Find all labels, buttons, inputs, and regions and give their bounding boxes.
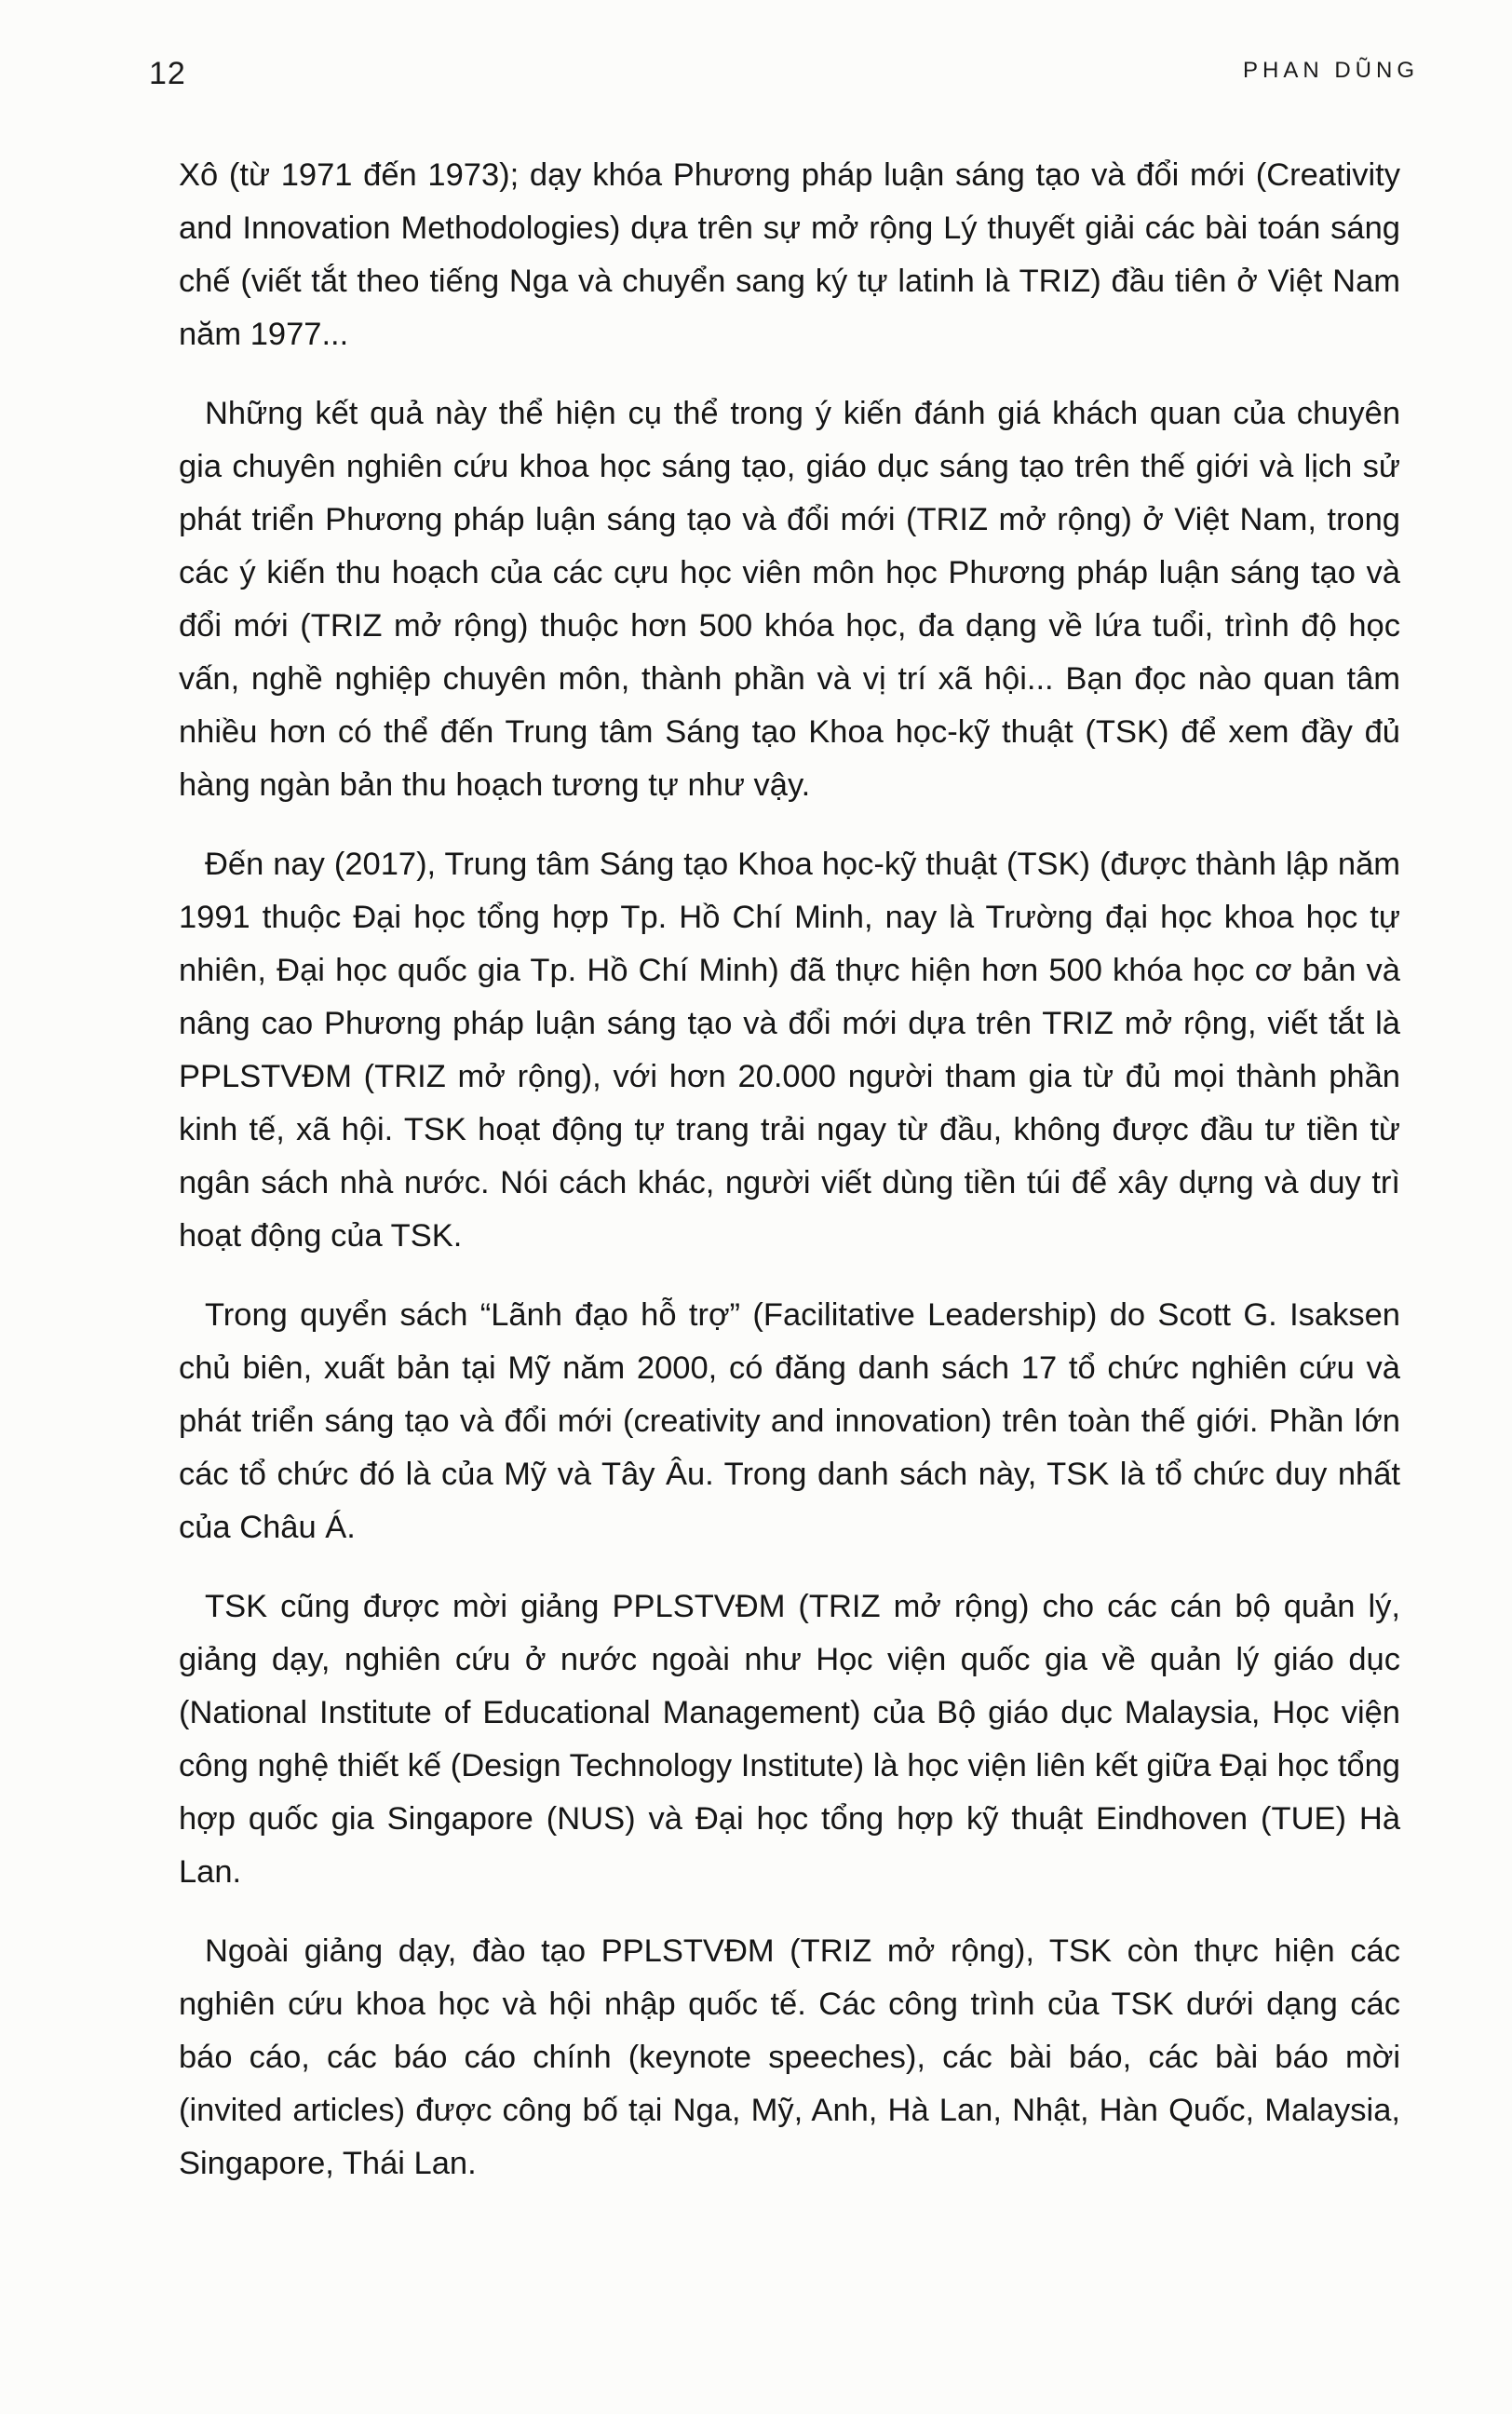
paragraph-3: Đến nay (2017), Trung tâm Sáng tạo Khoa học-kỹ thuật (TSK) (được thành lập năm 1991 thuộc Đại học tổng hợp Tp. Hồ Chí Minh, nay là Trường đại học khoa học tự nhiên, Đại học quốc gia Tp. Hồ Chí Minh) đã thực hiện hơn 500 khóa học cơ bản và nâng cao Phương pháp luận sáng tạo và đổi mới dựa trên TRIZ mở rộng, viết tắt là PPLSTVĐM (TRIZ mở rộng), với hơn 20.000 người tham gia từ đủ mọi thành phần kinh tế, xã hội. TSK hoạt động tự trang trải ngay từ đầu, không được đầu tư tiền từ ngân sách nhà nước. Nói cách khác, người viết dùng tiền túi để xây dựng và duy trì hoạt động của TSK. <box>179 847 1400 1254</box>
running-head-author: PHAN DŨNG <box>1242 58 1419 83</box>
page-number: 12 <box>149 56 186 91</box>
paragraph-6: Ngoài giảng dạy, đào tạo PPLSTVĐM (TRIZ mở rộng), TSK còn thực hiện các nghiên cứu khoa học và hội nhập quốc tế. Các công trình của TSK dưới dạng các báo cáo, các báo cáo chính (keynote speeches), các bài báo, các bài báo mời (invited articles) được công bố tại Nga, Mỹ, Anh, Hà Lan, Nhật, Hàn Quốc, Malaysia, Singapore, Thái Lan. <box>179 1933 1400 2181</box>
paragraph-1: Xô (từ 1971 đến 1973); dạy khóa Phương pháp luận sáng tạo và đổi mới (Creativity and Innovation Methodologies) dựa trên sự mở rộng Lý thuyết giải các bài toán sáng chế (viết tắt theo tiếng Nga và chuyển sang ký tự latinh là TRIZ) đầu tiên ở Việt Nam năm 1977... <box>179 157 1400 352</box>
page-body <box>179 149 1400 2217</box>
paragraph-2: Những kết quả này thể hiện cụ thể trong ý kiến đánh giá khách quan của chuyên gia chuyên nghiên cứu khoa học sáng tạo, giáo dục sáng tạo trên thế giới và lịch sử phát triển Phương pháp luận sáng tạo và đổi mới (TRIZ mở rộng) ở Việt Nam, trong các ý kiến thu hoạch của các cựu học viên môn học Phương pháp luận sáng tạo và đổi mới (TRIZ mở rộng) thuộc hơn 500 khóa học, đa dạng về lứa tuổi, trình độ học vấn, nghề nghiệp chuyên môn, thành phần và vị trí xã hội... Bạn đọc nào quan tâm nhiều hơn có thể đến Trung tâm Sáng tạo Khoa học-kỹ thuật (TSK) để xem đầy đủ hàng ngàn bản thu hoạch tương tự như vậy. <box>179 396 1400 803</box>
paragraph-5: TSK cũng được mời giảng PPLSTVĐM (TRIZ mở rộng) cho các cán bộ quản lý, giảng dạy, nghiên cứu ở nước ngoài như Học viện quốc gia về quản lý giáo dục (National Institute of Educational Management) của Bộ giáo dục Malaysia, Học viện công nghệ thiết kế (Design Technology Institute) là học viện liên kết giữa Đại học tổng hợp quốc gia Singapore (NUS) và Đại học tổng hợp kỹ thuật Eindhoven (TUE) Hà Lan. <box>179 1589 1400 1890</box>
paragraph-4: Trong quyển sách “Lãnh đạo hỗ trợ” (Facilitative Leadership) do Scott G. Isaksen chủ biên, xuất bản tại Mỹ năm 2000, có đăng danh sách 17 tổ chức nghiên cứu và phát triển sáng tạo và đổi mới (creativity and innovation) trên toàn thế giới. Phần lớn các tổ chức đó là của Mỹ và Tây Âu. Trong danh sách này, TSK là tổ chức duy nhất của Châu Á. <box>179 1297 1400 1545</box>
